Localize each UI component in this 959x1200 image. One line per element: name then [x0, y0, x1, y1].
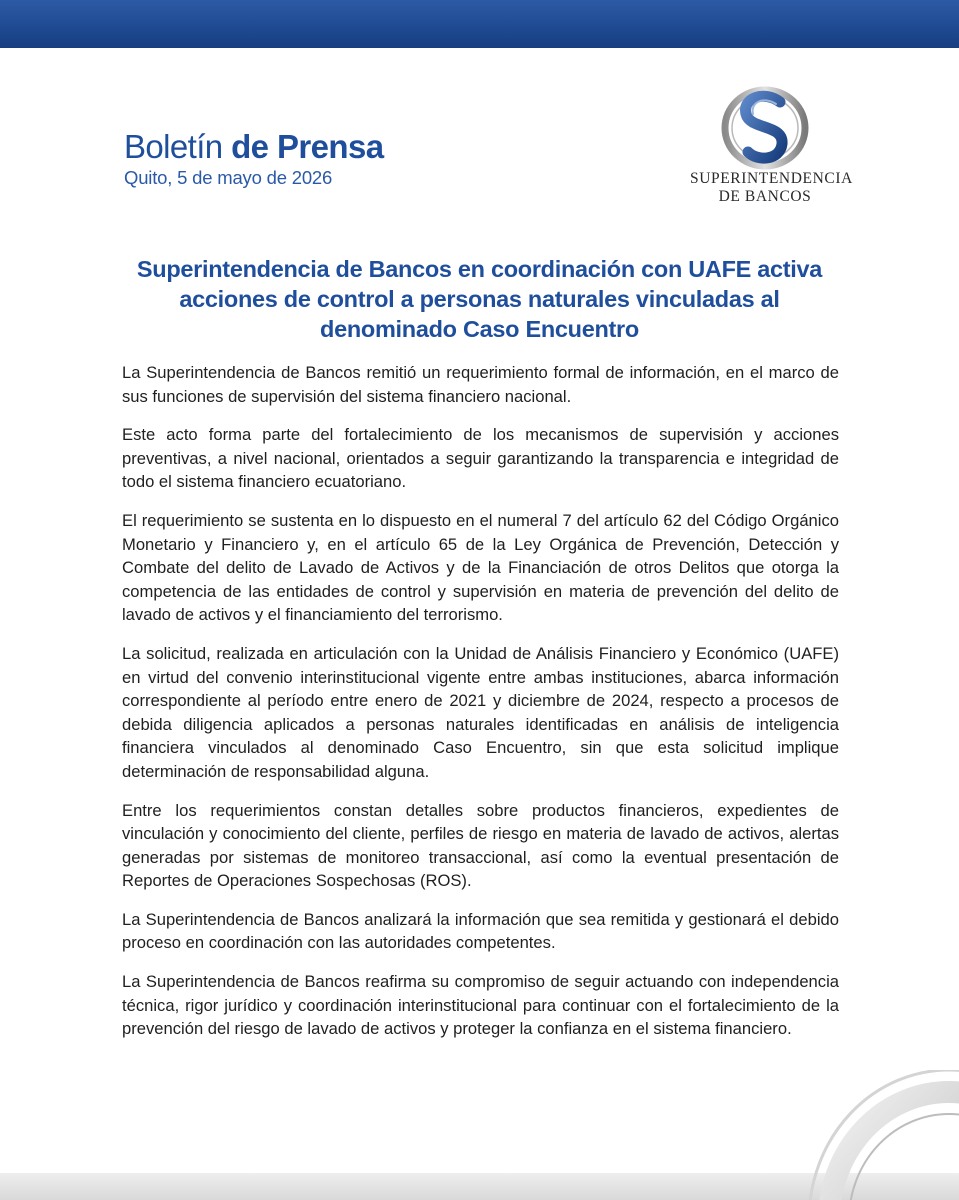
- bulletin-title-bold: de Prensa: [231, 128, 384, 165]
- superintendencia-s-swirl-icon: [706, 82, 824, 170]
- press-headline: Superintendencia de Bancos en coordinación con UAFE activa acciones de control a personas naturales vinculadas al denominado Caso Encuentro: [136, 256, 823, 342]
- paragraph: La Superintendencia de Bancos reafirma su compromiso de seguir actuando con independencia técnica, rigor jurídico y coordinación interinstitucional para continuar con el fortalecimiento de la prevención del riesgo de lavado de activos y proteger la confianza en el sistema financiero.: [122, 972, 839, 1039]
- top-banner-bar: [0, 0, 959, 48]
- paragraph: Entre los requerimientos constan detalles sobre productos financieros, expedientes de vinculación y conocimiento del cliente, perfiles de riesgo en materia de lavado de activos, alertas generadas por sistemas de monitoreo transaccional, así como la eventual presentación de Reportes de Operaciones Sospechosas (ROS).: [122, 800, 839, 891]
- superintendencia-logo: [690, 82, 853, 207]
- ring-watermark-icon: [799, 1070, 959, 1200]
- bulletin-title: [124, 128, 383, 166]
- paragraph: La Superintendencia de Bancos analizará la información que sea remitida y gestionará el debido proceso en coordinación con las autoridades competentes.: [122, 909, 839, 953]
- logo-text-line2: DE BANCOS: [718, 188, 812, 205]
- paragraph: La solicitud, realizada en articulación con la Unidad de Análisis Financiero y Económico (UAFE) en virtud del convenio interinstitucional vigente entre ambas instituciones, abarca información correspondiente al período entre enero de 2021 y diciembre de 2024, respecto a procesos de debida diligencia aplicados a personas naturales identificadas en análisis de inteligencia financiera vinculados al denominado Caso Encuentro, sin que esta solicitud implique determinación de responsabilidad alguna.: [122, 643, 839, 781]
- logo-text-line1: SUPERINTENDENCIA: [690, 170, 853, 187]
- bulletin-date: Quito, 5 de mayo de 2026: [124, 167, 333, 188]
- press-body: [122, 361, 839, 1056]
- paragraph: El requerimiento se sustenta en lo dispuesto en el numeral 7 del artículo 62 del Código Orgánico Monetario y Financiero y, en el artículo 65 de la Ley Orgánica de Prevención, Detección y Combate del delito de Lavado de Activos y de la Financiación de otros Delitos que otorga la competencia de las entidades de control y supervisión en materia de prevención del delito de lavado de activos y el financiamiento del terrorismo.: [122, 510, 839, 625]
- paragraph: Este acto forma parte del fortalecimiento de los mecanismos de supervisión y acciones preventivas, a nivel nacional, orientados a seguir garantizando la transparencia e integridad de todo el sistema financiero ecuatoriano.: [122, 425, 839, 492]
- bulletin-title-light: Boletín: [124, 128, 232, 165]
- paragraph: La Superintendencia de Bancos remitió un requerimiento formal de información, en el marco de sus funciones de supervisión del sistema financiero nacional.: [122, 363, 839, 406]
